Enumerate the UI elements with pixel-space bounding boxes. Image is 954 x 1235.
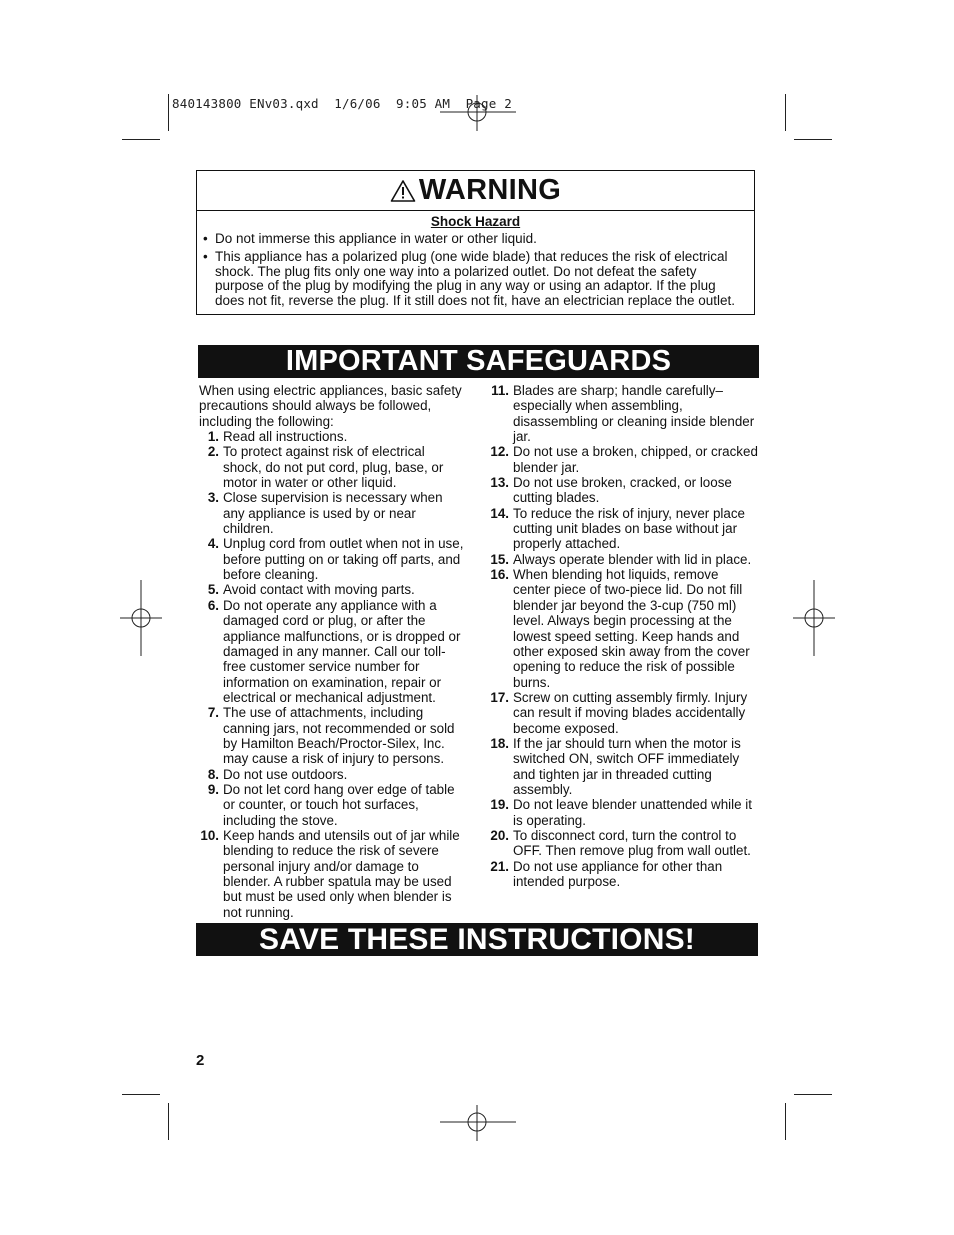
item-number: 20. bbox=[490, 827, 509, 843]
warning-box bbox=[196, 170, 755, 315]
list-item bbox=[487, 690, 759, 736]
item-text: The use of attachments, including canning jars, not recommended or sold by Hamilton Beach/Proctor-Silex, Inc. may cause a risk of injury to persons. bbox=[223, 705, 455, 767]
crop-mark bbox=[168, 94, 169, 131]
item-number: 6. bbox=[207, 597, 219, 613]
crop-mark bbox=[785, 1103, 786, 1140]
registration-mark-icon bbox=[440, 93, 516, 133]
item-text: Do not use outdoors. bbox=[223, 766, 348, 782]
registration-mark-icon bbox=[440, 1103, 516, 1143]
crop-mark bbox=[794, 139, 832, 140]
list-item bbox=[199, 705, 467, 766]
list-item bbox=[487, 506, 759, 552]
list-item bbox=[199, 490, 467, 536]
item-number: 12. bbox=[490, 444, 509, 460]
item-text: Do not use appliance for other than intended purpose. bbox=[513, 858, 723, 889]
list-item bbox=[487, 475, 759, 506]
item-text: Do not let cord hang over edge of table or counter, or touch hot surfaces, including the stove. bbox=[223, 781, 455, 828]
slug-line: 840143800 ENv03.qxd 1/6/06 9:05 AM Page 2 bbox=[172, 96, 512, 111]
list-item bbox=[487, 736, 759, 797]
item-text: To disconnect cord, turn the control to OFF. Then remove plug from wall outlet. bbox=[513, 827, 751, 859]
item-number: 8. bbox=[207, 766, 219, 782]
list-item bbox=[199, 429, 467, 444]
safeguards-column-right bbox=[487, 383, 759, 889]
item-text: Close supervision is necessary when any appliance is used by or near children. bbox=[223, 490, 443, 537]
item-number: 1. bbox=[207, 429, 219, 445]
registration-mark-icon bbox=[793, 580, 835, 656]
item-number: 21. bbox=[490, 858, 509, 874]
item-number: 13. bbox=[490, 475, 509, 491]
safeguards-column-left bbox=[199, 383, 467, 920]
warning-triangle-icon bbox=[390, 179, 416, 203]
item-number: 17. bbox=[490, 689, 509, 705]
list-item bbox=[199, 828, 467, 920]
item-text: Screw on cutting assembly firmly. Injury can result if moving blades accidentally become exposed. bbox=[513, 689, 748, 736]
item-text: If the jar should turn when the motor is switched ON, switch OFF immediately and tighten jar in threaded cutting assembly. bbox=[513, 735, 741, 797]
item-text: Always operate blender with lid in place. bbox=[513, 551, 752, 567]
crop-mark bbox=[794, 1094, 832, 1095]
page-number: 2 bbox=[196, 1052, 205, 1069]
list-item bbox=[487, 828, 759, 859]
item-number: 2. bbox=[207, 444, 219, 460]
list-item bbox=[199, 767, 467, 782]
safeguards-heading: IMPORTANT SAFEGUARDS bbox=[198, 345, 759, 378]
item-text: Avoid contact with moving parts. bbox=[223, 582, 415, 598]
crop-mark bbox=[785, 94, 786, 131]
item-number: 5. bbox=[207, 582, 219, 598]
crop-mark bbox=[122, 1094, 160, 1095]
list-item bbox=[199, 598, 467, 705]
item-text: Do not operate any appliance with a damaged cord or plug, or after the appliance malfunctions, or is dropped or damaged in any manner. Call our toll-free customer service number for information on examination, repair or electrical or mechanical adjustment. bbox=[223, 597, 461, 705]
item-text: To protect against risk of electrical shock, do not put cord, plug, base, or motor in water or other liquid. bbox=[223, 444, 444, 491]
safeguards-intro: When using electric appliances, basic safety precautions should always be followed, including the following: bbox=[199, 383, 462, 429]
warning-bullet: • Do not immerse this appliance in water or other liquid. bbox=[203, 232, 744, 246]
item-number: 15. bbox=[490, 551, 509, 567]
list-item bbox=[199, 582, 467, 597]
item-number: 11. bbox=[491, 383, 509, 398]
item-text: Keep hands and utensils out of jar while blending to reduce the risk of severe personal injury and/or damage to blender. A rubber spatula may be used but must be used only when blender is not running. bbox=[223, 827, 460, 920]
item-text: Do not leave blender unattended while it is operating. bbox=[513, 797, 752, 828]
warning-header bbox=[197, 171, 754, 211]
list-item bbox=[199, 782, 467, 828]
registration-mark-icon bbox=[120, 580, 162, 656]
item-text: To reduce the risk of injury, never place cutting unit blades on base without jar properly attached. bbox=[513, 505, 745, 552]
list-item bbox=[487, 567, 759, 690]
warning-bullet: • This appliance has a polarized plug (one wide blade) that reduces the risk of electrical shock. The plug fits only one way into a polarized outlet. Do not defeat the safety purpose of the plug by modifying the plug in any way or using an adaptor. If the plug does not fit, reverse the plug. If it still does not fit, have an electrician replace the outlet. bbox=[203, 250, 744, 308]
list-item bbox=[487, 552, 759, 567]
item-number: 19. bbox=[490, 797, 509, 813]
list-item bbox=[487, 859, 759, 890]
item-text: Do not use broken, cracked, or loose cutting blades. bbox=[513, 475, 732, 506]
item-number: 10. bbox=[200, 827, 219, 843]
item-number: 4. bbox=[207, 536, 219, 552]
list-item bbox=[487, 797, 759, 828]
list-item bbox=[487, 383, 759, 444]
item-text: Blades are sharp; handle carefully– especially when assembling, disassembling or cleaning inside blender jar. bbox=[513, 383, 755, 445]
list-item bbox=[199, 444, 467, 490]
item-number: 7. bbox=[207, 705, 219, 721]
list-item bbox=[199, 536, 467, 582]
item-text: Unplug cord from outlet when not in use, before putting on or taking off parts, and before cleaning. bbox=[223, 536, 464, 583]
item-number: 18. bbox=[490, 735, 509, 751]
item-number: 9. bbox=[207, 781, 219, 797]
item-number: 3. bbox=[207, 490, 219, 506]
item-text: Do not use a broken, chipped, or cracked blender jar. bbox=[513, 444, 758, 475]
item-text: Read all instructions. bbox=[223, 429, 348, 445]
item-number: 16. bbox=[490, 567, 509, 583]
crop-mark bbox=[168, 1103, 169, 1140]
hazard-subtitle: Shock Hazard bbox=[430, 214, 521, 229]
warning-bullet-list bbox=[203, 232, 744, 308]
warning-title: WARNING bbox=[418, 174, 562, 206]
item-number: 14. bbox=[490, 505, 509, 521]
item-text: When blending hot liquids, remove center piece of two-piece lid. Do not fill blender jar beyond the 3-cup (750 ml) level. Always begin processing at the lowest speed setting. Keep hands and other exposed skin away from the cover opening to reduce the risk of possible burns. bbox=[513, 567, 750, 690]
save-instructions-banner: SAVE THESE INSTRUCTIONS! bbox=[196, 923, 758, 956]
crop-mark bbox=[122, 139, 160, 140]
list-item bbox=[487, 444, 759, 475]
